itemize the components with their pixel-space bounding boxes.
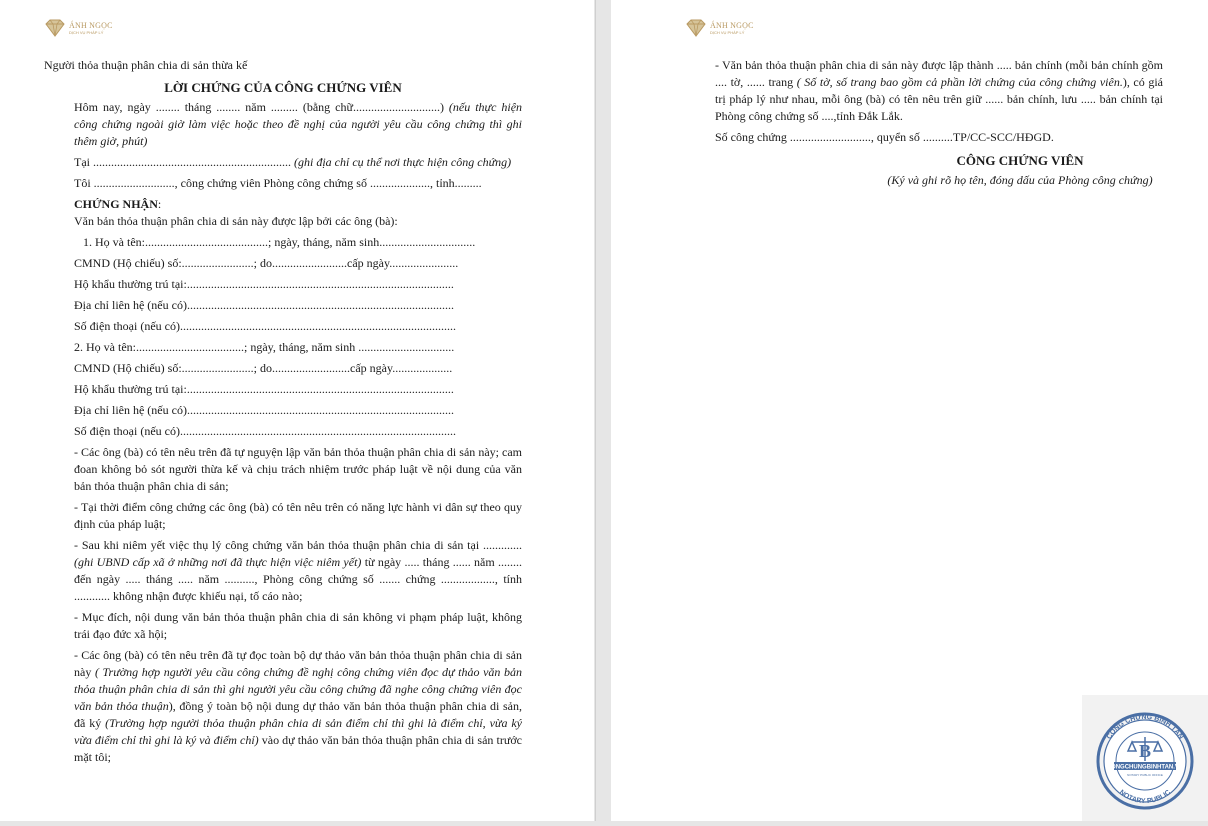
svg-text:CONGCHUNGBINHTAN.VN: CONGCHUNGBINHTAN.VN [1106,764,1184,771]
document-title: LỜI CHỨNG CỦA CÔNG CHỨNG VIÊN [164,80,402,95]
svg-text:CÔNG CHỨNG BÌNH TÂN: CÔNG CHỨNG BÌNH TÂN [1105,713,1185,741]
posting-text-a: - Sau khi niêm yết việc thụ lý công chứng văn bản thỏa thuận phân chia di sản tại ............. [74,538,522,552]
person-2-residence: Hộ khẩu thường trú tại:......................................................................................... [74,382,454,396]
place-paragraph [44,154,522,171]
posting-text-b: từ ngày ..... tháng ...... năm ........ đến ngày ..... tháng ..... năm .........., Phòng công chứng số ....... chứng .................., tính ............ không nhận được khiếu nại, tố cáo nào; [74,555,523,603]
person-1-address: Địa chỉ liên hệ (nếu có)......................................................................................... [74,298,454,312]
clause-capacity: - Tại thời điểm công chứng các ông (bà) có tên nêu trên có năng lực hành vi dân sự theo quy định của pháp luật; [74,500,522,531]
person-1-name: 1. Họ và tên:.........................................; ngày, tháng, năm sinh................................ [83,235,476,249]
person-1-residence: Hộ khẩu thường trú tại:......................................................................................... [74,277,454,291]
company-logo [685,17,754,39]
clause-voluntary: - Các ông (bà) có tên nêu trên đã tự nguyện lập văn bản thỏa thuận phân chia di sản này; cam đoan không bỏ sót người thừa kế và chịu trách nhiệm trước pháp luật về nội dung của văn bản thỏa thuận phân chia di sản; [74,445,522,493]
person-1-phone: Số điện thoại (nếu có)............................................................................................ [74,319,456,333]
clause-reading [44,647,522,766]
signer-title: CÔNG CHỨNG VIÊN [956,153,1084,168]
clause-legality: - Mục đích, nội dung văn bản thỏa thuận phân chia di sản không vi phạm pháp luật, không trái đạo đức xã hội; [74,610,522,641]
signer-note: (Ký và ghi rõ họ tên, đóng dấu của Phòng công chứng) [887,173,1153,187]
person-2-address: Địa chỉ liên hệ (nếu có)......................................................................................... [74,403,454,417]
svg-text:B: B [1138,741,1152,761]
place-text: Tại .................................................................. [74,155,291,169]
copies-text-a: - Văn bản thỏa thuận phân chia di sản này được lập thành ..... bản chính (mỗi bản chính gồm .... tờ, ...... trang [715,58,1163,89]
reading-text-c: vào dự thảo văn bản thỏa thuận phân chia di sản trước mặt tôi; [74,733,522,764]
intro-paragraph [44,99,522,150]
diamond-logo-icon [44,17,66,39]
reading-note-1: ( Trường hợp người yêu cầu công chứng đề nghị công chứng viên đọc dự thảo văn bản thỏa thuận phân chia di sản thì ghi người yêu cầu công chứng đã nghe công chứng viên đọc văn bản thỏa thuận [74,665,522,713]
page-gutter [594,0,611,821]
intro-note: (nếu thực hiện công chứng ngoài giờ làm việc hoặc theo đề nghị của người yêu cầu công chứng thì ghi thêm giờ, phút) [74,100,523,148]
signature-block [875,152,1165,189]
header-line: Người thỏa thuận phân chia di sản thừa kế [44,58,248,72]
notary-seal-icon [1082,695,1208,821]
svg-text:NOTARY PUBLIC: NOTARY PUBLIC [1117,789,1173,806]
logo-tagline: DỊCH VỤ PHÁP LÝ [69,29,104,35]
clause-copies [685,57,1163,125]
person-2-fields [44,339,522,440]
reading-text-a: - Các ông (bà) có tên nêu trên đã tự đọc toàn bộ dự thảo văn bản thỏa thuận phân chia di sản này [74,648,522,679]
person-1-id: CMND (Hộ chiếu) số:........................; do.........................cấp ngày....................... [74,256,459,270]
logo-name: ÁNH NGỌC [710,20,754,30]
svg-text:NOTARY PUBLIC OFFICE: NOTARY PUBLIC OFFICE [1127,773,1163,777]
notary-line: Tôi ..........................., công chứng viên Phòng công chứng số ...................., tỉnh......... [74,176,482,190]
diamond-logo-icon [685,17,707,39]
posting-note: (ghi UBND cấp xã ở những nơi đã thực hiện việc niêm yết) [74,555,362,569]
reading-text-b: ), đồng ý toàn bộ nội dung dự thảo văn bản thỏa thuận phân chia di sản, đã ký [74,699,522,730]
copies-note: ( Số tờ, số trang bao gồm cả phần lời chứng của công chứng viên. [796,75,1123,89]
certify-colon: : [157,197,162,211]
certify-label: CHỨNG NHẬN [74,197,158,211]
person-2-name: 2. Họ và tên:....................................; ngày, tháng, năm sinh ................................ [74,340,455,354]
notary-stamp [1082,695,1208,821]
place-note: (ghi địa chỉ cụ thể nơi thực hiện công chứng) [294,155,512,169]
page-2-content [685,57,1163,189]
clause-posting [44,537,522,605]
person-2-id: CMND (Hộ chiếu) số:........................; do..........................cấp ngày.................... [74,361,453,375]
document-page-1 [0,0,594,821]
intro-text: Hôm nay, ngày ........ tháng ........ năm ......... (bằng chữ.............................) [74,100,444,114]
person-1-fields [44,234,522,335]
person-2-phone: Số điện thoại (nếu có)............................................................................................ [74,424,456,438]
contract-line: Văn bản thỏa thuận phân chia di sản này được lập bởi các ông (bà): [74,214,398,228]
reading-note-2: (Trường hợp người thỏa thuận phân chia di sản điểm chỉ thì ghi là điểm chỉ, vừa ký vừa điểm chỉ thì ghi là ký và điểm chỉ) [74,716,522,747]
register-line: Số công chứng ..........................., quyển số ..........TP/CC-SCC/HĐGD. [715,130,1054,144]
logo-name: ÁNH NGỌC [69,20,113,30]
page-divider [595,0,596,821]
company-logo [44,17,113,39]
logo-tagline: DỊCH VỤ PHÁP LÝ [710,29,745,35]
page-1-content [44,57,522,766]
certify-heading [44,196,522,213]
copies-text-b: ), có giá trị pháp lý như nhau, mỗi ông (bà) có tên nêu trên giữ ...... bản chính, lưu ..... bản chính tại Phòng công chứng số ....,tỉnh Đắk Lắk. [715,75,1163,123]
